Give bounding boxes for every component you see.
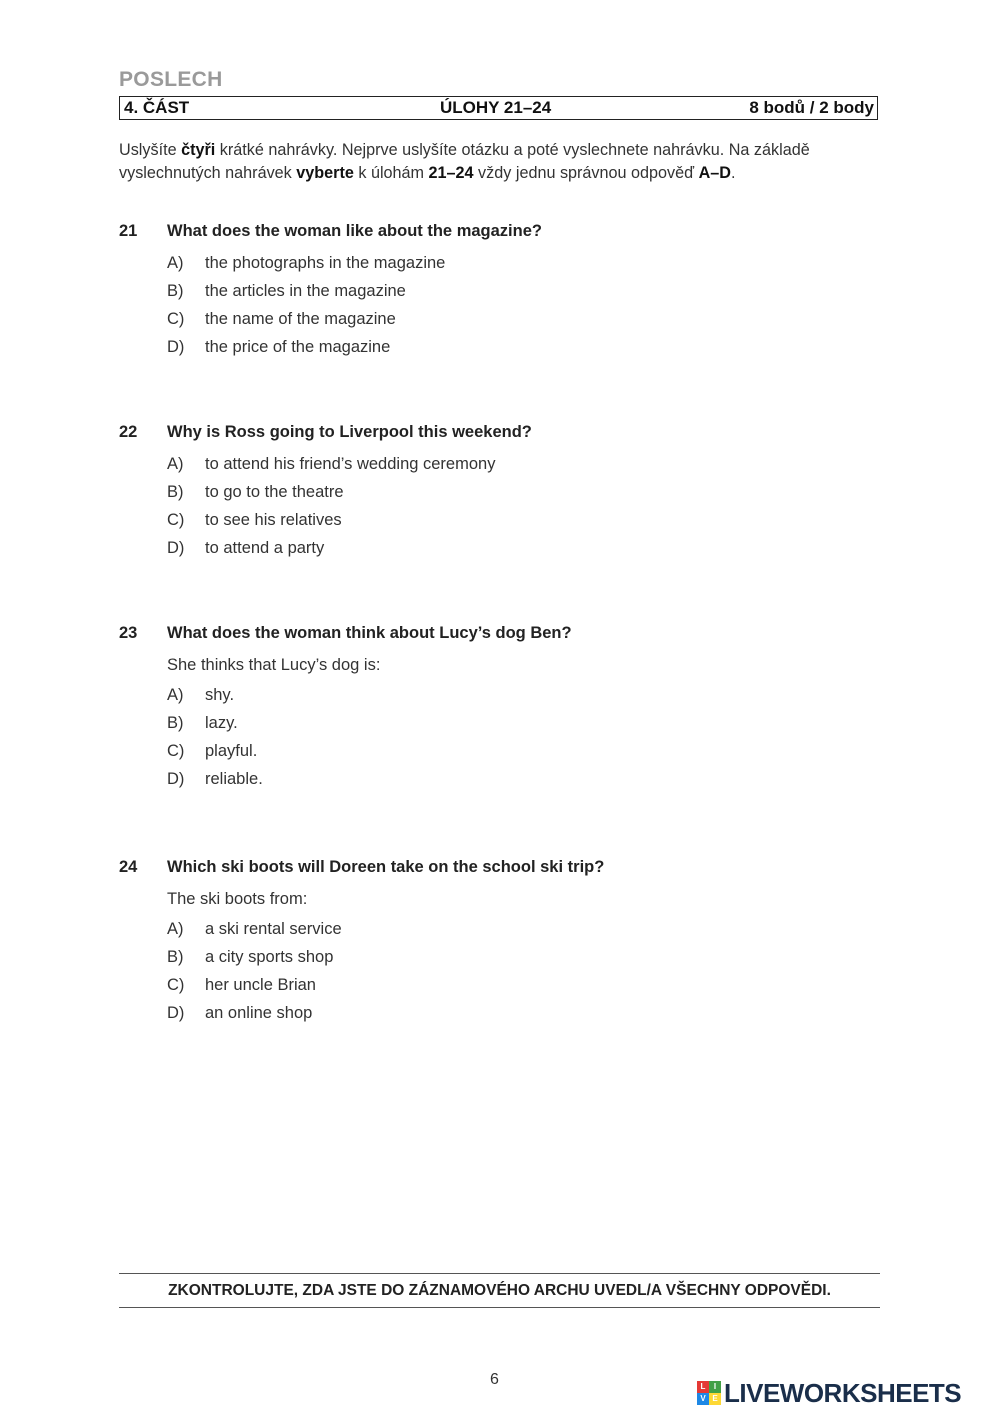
liveworksheets-brand: LIVEWORKSHEETS [724, 1377, 962, 1408]
option-c[interactable]: C) playful. [167, 741, 258, 760]
logo-tile-l: L [697, 1381, 709, 1393]
question-number: 22 [119, 422, 138, 441]
question-number: 21 [119, 221, 138, 240]
option-c[interactable]: C) to see his relatives [167, 510, 342, 529]
option-a[interactable]: A) shy. [167, 685, 235, 704]
question-text: What does the woman think about Lucy’s dog Ben? [167, 623, 572, 642]
logo-tile-e: E [709, 1393, 721, 1405]
page-number: 6 [490, 1371, 499, 1388]
option-b[interactable]: B) the articles in the magazine [167, 281, 406, 300]
option-b[interactable]: B) to go to the theatre [167, 482, 344, 501]
question-23 [119, 621, 899, 793]
liveworksheets-logo [697, 1378, 961, 1408]
option-b[interactable]: B) lazy. [167, 713, 238, 732]
liveworksheets-logo-icon [697, 1381, 721, 1405]
question-21 [119, 219, 899, 361]
option-d[interactable]: D) the price of the magazine [167, 337, 391, 356]
instructions: Uslyšíte čtyři krátké nahrávky. Nejprve uslyšíte otázku a poté vyslechnete nahrávku. Na základě vyslechnutých nahrávek vyberte k úlohám 21–24 vždy jednu správnou odpověď A–D. [119, 141, 810, 182]
check-answers-notice: ZKONTROLUJTE, ZDA JSTE DO ZÁZNAMOVÉHO ARCHU UVEDL/A VŠECHNY ODPOVĚDI. [119, 1273, 880, 1308]
option-a[interactable]: A) the photographs in the magazine [167, 253, 446, 272]
option-a[interactable]: A) a ski rental service [167, 919, 342, 938]
option-d[interactable]: D) reliable. [167, 769, 263, 788]
logo-tile-v: V [697, 1393, 709, 1405]
question-number: 24 [119, 857, 138, 876]
question-text: Which ski boots will Doreen take on the school ski trip? [167, 857, 605, 876]
option-a[interactable]: A) to attend his friend’s wedding ceremony [167, 454, 496, 473]
points-label: 8 bodů / 2 body [749, 98, 874, 117]
question-lead: The ski boots from: [167, 890, 308, 908]
logo-tile-i: I [709, 1381, 721, 1393]
option-c[interactable]: C) the name of the magazine [167, 309, 396, 328]
option-b[interactable]: B) a city sports shop [167, 947, 334, 966]
option-d[interactable]: D) to attend a party [167, 538, 325, 557]
option-c[interactable]: C) her uncle Brian [167, 975, 316, 994]
section-label: POSLECH [119, 68, 223, 91]
option-d[interactable]: D) an online shop [167, 1003, 313, 1022]
part-header-box [119, 96, 878, 120]
question-text: Why is Ross going to Liverpool this weekend? [167, 422, 532, 441]
question-lead: She thinks that Lucy’s dog is: [167, 656, 381, 674]
question-text: What does the woman like about the magazine? [167, 221, 542, 240]
part-label: 4. ČÁST [124, 98, 190, 117]
question-22 [119, 420, 899, 562]
question-24 [119, 855, 899, 1027]
tasks-range: ÚLOHY 21–24 [440, 98, 552, 117]
question-number: 23 [119, 623, 138, 642]
